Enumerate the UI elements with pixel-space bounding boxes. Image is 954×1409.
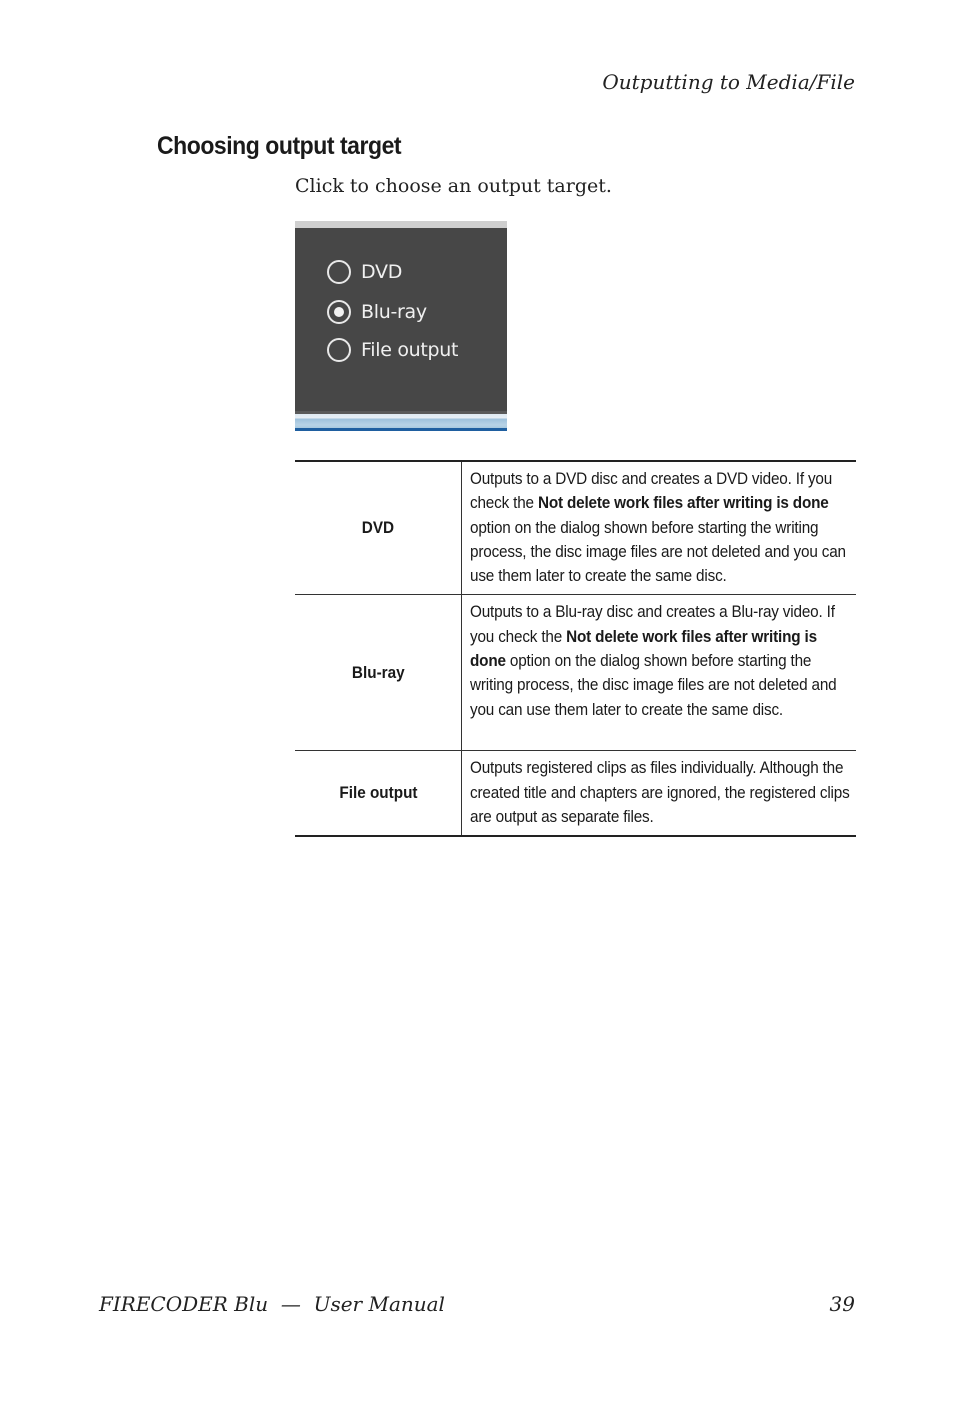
table-row (295, 751, 856, 836)
section-title: Choosing output target (157, 132, 402, 160)
radio-label-bluray: Blu-ray (361, 301, 427, 323)
table-row (295, 461, 856, 595)
desc-bold-text: Not delete work files after writing is done (470, 626, 817, 671)
footer-page-number: 39 (829, 1292, 855, 1316)
option-name: File output (338, 783, 418, 803)
option-description (470, 756, 850, 829)
option-name-cell (295, 595, 462, 751)
option-description (470, 600, 850, 721)
panel-body (295, 228, 507, 411)
desc-bold-text: Not delete work files after writing is done (537, 493, 829, 513)
output-target-panel (295, 221, 507, 431)
radio-label-file-output: File output (361, 339, 459, 361)
desc-text: Outputs registered clips as files individually. Although the created title and chapters are ignored, the registered clips are output as separate files. (470, 758, 850, 827)
desc-text: option on the dialog shown before starting the writing process, the disc image files are not deleted and you can use them later to create the same disc. (470, 517, 846, 586)
footer-manual-title: FIRECODER Blu — User Manual (99, 1292, 445, 1316)
desc-text: option on the dialog shown before starting the writing process, the disc image files are not deleted and you can use them later to create the same disc. (470, 651, 837, 719)
desc-text: Outputs to a DVD disc and creates a DVD video. If you check the (470, 469, 833, 513)
option-description-cell (462, 595, 857, 751)
option-name: DVD (361, 518, 395, 538)
option-description-cell (462, 461, 857, 595)
running-head: Outputting to Media/File (602, 70, 855, 94)
radio-checked-icon[interactable] (327, 300, 351, 324)
option-description-cell (462, 751, 857, 836)
radio-option-dvd[interactable] (327, 257, 402, 287)
option-description (470, 467, 850, 588)
option-name: Blu-ray (351, 662, 405, 682)
desc-text: Outputs to a Blu-ray disc and creates a Blu-ray video. If you check the (470, 602, 835, 646)
option-name-cell (295, 461, 462, 595)
radio-label-dvd: DVD (361, 261, 403, 283)
radio-unchecked-icon[interactable] (327, 338, 351, 362)
option-name-cell (295, 751, 462, 836)
output-options-table (295, 460, 856, 837)
intro-text: Click to choose an output target. (295, 175, 612, 197)
radio-option-file-output[interactable] (327, 335, 458, 365)
panel-bottom-bar (295, 411, 507, 431)
radio-unchecked-icon[interactable] (327, 260, 351, 284)
radio-option-bluray[interactable] (327, 297, 427, 327)
table-row (295, 595, 856, 751)
